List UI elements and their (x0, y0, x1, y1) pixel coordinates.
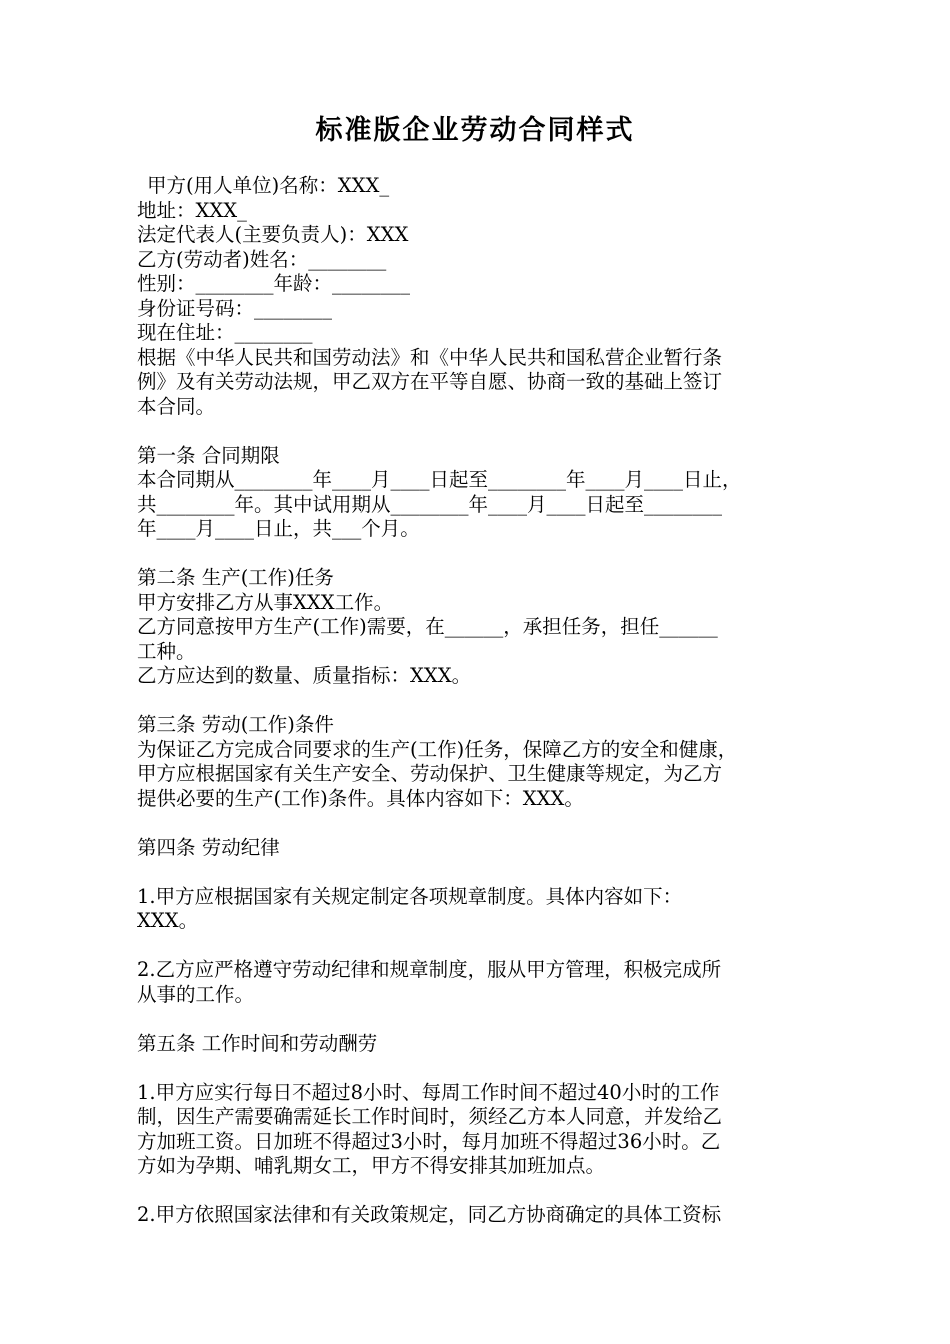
article4-heading: 第四条 劳动纪律 (137, 835, 280, 859)
article3-line: 甲方应根据国家有关生产安全、劳动保护、卫生健康等规定，为乙方 (137, 762, 723, 785)
article2-line: 工种。 (137, 639, 196, 663)
article3-line: 提供必要的生产(工作)条件。具体内容如下：XXX。 (137, 786, 584, 810)
article5-item2-line: 2.甲方依照国家法律和有关政策规定，同乙方协商确定的具体工资标 (137, 1203, 722, 1226)
intro-line: 本合同。 (137, 394, 216, 418)
article4-item1-line: XXX。 (137, 909, 199, 932)
party-b-address: 现在住址：________ (137, 321, 313, 344)
intro-line: 根据《中华人民共和国劳动法》和《中华人民共和国私营企业暂行条 (137, 345, 723, 369)
article2-heading: 第二条 生产(工作)任务 (137, 566, 334, 589)
article4-item1-line: 1.甲方应根据国家有关规定制定各项规章制度。具体内容如下： (137, 884, 683, 908)
article5-item1-line: 1.甲方应实行每日不超过8小时、每周工作时间不超过40小时的工作 (137, 1080, 720, 1104)
article5-item1-line: 方加班工资。日加班不得超过3小时，每月加班不得超过36小时。乙 (137, 1129, 721, 1153)
document-body (137, 174, 827, 1228)
article1-line: 年____月____日止，共___个月。 (137, 517, 420, 540)
legal-representative: 法定代表人(主要负责人)：XXX (137, 223, 409, 246)
article1-heading: 第一条 合同期限 (137, 443, 280, 467)
article4-item2-line: 2.乙方应严格遵守劳动纪律和规章制度，服从甲方管理，积极完成所 (137, 958, 722, 981)
party-b-name: 乙方(劳动者)姓名：________ (137, 247, 387, 271)
article2-line: 甲方安排乙方从事XXX工作。 (137, 590, 394, 614)
party-a-name: 甲方(用人单位)名称：XXX_ (147, 174, 390, 197)
party-b-gender-age: 性别：________年龄：________ (137, 272, 411, 295)
article2-line: 乙方同意按甲方生产(工作)需要，在______，承担任务，担任______ (137, 615, 718, 638)
document-title: 标准版企业劳动合同样式 (315, 115, 635, 146)
article5-item1-line: 方如为孕期、哺乳期女工，甲方不得安排其加班加点。 (137, 1154, 606, 1177)
party-a-address: 地址：XXX_ (137, 198, 247, 222)
party-b-id-number: 身份证号码：________ (137, 296, 333, 320)
article1-line: 共________年。其中试用期从________年____月____日起至________ (137, 492, 723, 516)
intro-line: 例》及有关劳动法规，甲乙双方在平等自愿、协商一致的基础上签订 (137, 370, 723, 393)
article5-heading: 第五条 工作时间和劳动酬劳 (137, 1031, 378, 1055)
article2-line: 乙方应达到的数量、质量指标：XXX。 (137, 664, 472, 687)
article5-item1-line: 制，因生产需要确需延长工作时间时，须经乙方本人同意，并发给乙 (137, 1105, 723, 1128)
article3-heading: 第三条 劳动(工作)条件 (137, 713, 334, 736)
article4-item2-line: 从事的工作。 (137, 982, 255, 1006)
article3-line: 为保证乙方完成合同要求的生产(工作)任务，保障乙方的安全和健康， (137, 737, 738, 761)
article1-line: 本合同期从________年____月____日起至________年____月____日止， (137, 468, 742, 491)
